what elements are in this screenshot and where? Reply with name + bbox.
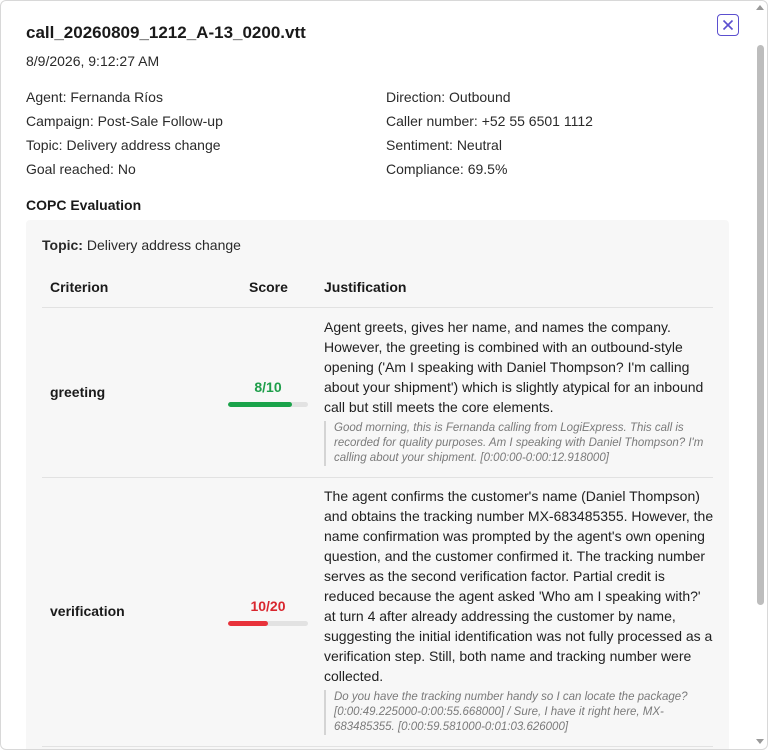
meta-agent: Agent: Fernanda Ríos (26, 89, 163, 105)
evaluation-topic-label: Topic: (42, 237, 83, 253)
call-title: call_20260809_1212_A-13_0200.vtt (26, 23, 306, 42)
justification-text: Agent greets, gives her name, and names the company. However, the greeting is combined with an outbound-style opening ('Am I speaking with Daniel Thompson? I'm calling about your shipment') which is slightly atypical for an inbound call but still meets the core elements. (324, 319, 704, 415)
meta-sentiment: Sentiment: Neutral (386, 137, 502, 153)
copc-section-title: COPC Evaluation (26, 197, 142, 213)
row-divider (42, 746, 713, 747)
transcript-quote: Do you have the tracking number handy so I can locate the package? [0:00:49.225000-0:00:55.668000] / Sure, I have it right here, MX-683485355. [0:00:59.581000-0:01:03.626000] (324, 690, 706, 735)
close-button[interactable] (717, 14, 739, 36)
meta-campaign: Campaign: Post-Sale Follow-up (26, 113, 223, 129)
score-bar-fill (228, 402, 292, 407)
scroll-up-arrow-icon[interactable] (756, 5, 764, 10)
criterion-name: verification (50, 603, 125, 619)
column-header-criterion: Criterion (50, 279, 109, 295)
close-icon (722, 19, 734, 31)
meta-direction: Direction: Outbound (386, 89, 511, 105)
justification-text: The agent confirms the customer's name (Daniel Thompson) and obtains the tracking number MX-683485355. However, the name confirmation was prompted by the agent's own opening question, and the customer confirmed it. The tracking number serves as the second verification factor. Partial credit is reduced because the agent asked 'Who am I speaking with?' at turn 4 after already addressing the customer by name, suggesting the initial identification was not fully processed as a verification step. Still, both name and tracking number were collected. (324, 488, 714, 684)
evaluation-topic-value: Delivery address change (82, 237, 241, 253)
score-bar-fill (228, 621, 268, 626)
meta-caller: Caller number: +52 55 6501 1112 (386, 113, 593, 129)
scroll-thumb[interactable] (757, 45, 764, 605)
evaluation-panel (26, 220, 729, 750)
score-value: 8/10 (254, 379, 282, 395)
evaluation-topic (42, 237, 241, 253)
meta-goal: Goal reached: No (26, 161, 136, 177)
call-datetime: 8/9/2026, 9:12:27 AM (26, 53, 160, 69)
transcript-quote: Good morning, this is Fernanda calling from LogiExpress. This call is recorded for quality purposes. Am I speaking with Daniel Thompson? I'm calling about your shipment. [0:00:00-0:00:12.918000] (324, 421, 706, 466)
row-divider (42, 477, 713, 478)
score-value: 10/20 (250, 598, 286, 614)
meta-compliance: Compliance: 69.5% (386, 161, 508, 177)
vertical-scrollbar[interactable] (754, 5, 766, 747)
column-header-score: Score (249, 279, 288, 295)
meta-topic: Topic: Delivery address change (26, 137, 221, 153)
scroll-down-arrow-icon[interactable] (756, 739, 764, 744)
criterion-name: greeting (50, 384, 106, 400)
score-bar (228, 621, 308, 626)
header-divider (42, 307, 713, 308)
score-bar (228, 402, 308, 407)
column-header-justification: Justification (324, 279, 407, 295)
